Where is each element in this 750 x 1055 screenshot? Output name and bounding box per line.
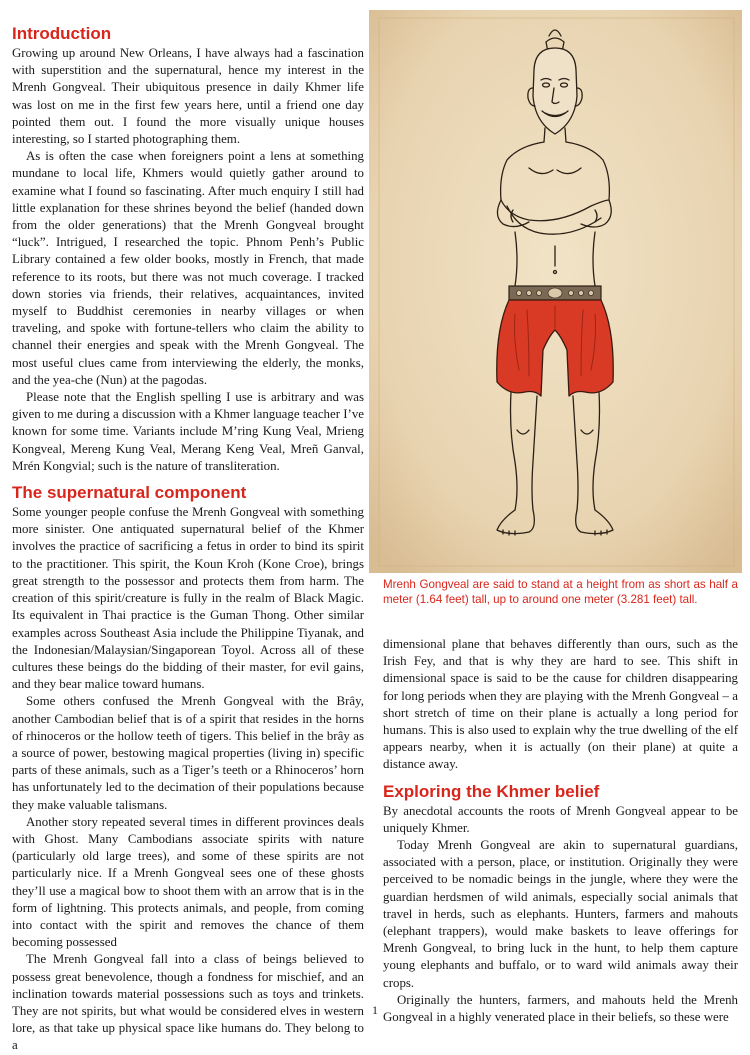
page-number: 1 — [372, 1003, 378, 1017]
supernatural-paragraph-2: Some others confused the Mrenh Gongveal with the Brây, another Cambodian belief that is of a spirit that resides in the horns of rhinoceros or the hollow teeth of tigers. This belief in the brây as a source of power, bestowing magical properties (living in) specific parts of these animals, such as a Tiger’s teeth or a Rhinoceros’ horn has unfortunately led to the decimation of their populations because they make valuable talismans. — [12, 694, 364, 812]
supernatural-paragraph-4: The Mrenh Gongveal fall into a class of beings believed to possess great benevolence, though a fondness for mischief, and an inclination towards material possessions such as toys and trinkets. They are not spirits, but what would be considered elves in western lore, as that take up physical space like humans do. They belong to a — [12, 952, 364, 1053]
exploring-paragraph-1: By anecdotal accounts the roots of Mrenh Gongveal appear to be uniquely Khmer. — [383, 803, 738, 835]
mrenh-gongveal-illustration — [369, 10, 742, 573]
right-column — [383, 636, 738, 1026]
supernatural-heading: The supernatural component — [12, 483, 247, 503]
exploring-heading: Exploring the Khmer belief — [383, 781, 600, 801]
intro-paragraph-1: Growing up around New Orleans, I have always had a fascination with superstition and the supernatural, hence my interest in the Mrenh Gongveal. Their ubiquitous presence in daily Khmer life was lost on me in the first few years here, until a friend one day pointed them out. I found the more visually unique houses interesting, so I started photographing them. — [12, 46, 364, 147]
exploring-paragraph-2: Today Mrenh Gongveal are akin to supernatural guardians, associated with a person, place, or institution. Originally they were perceived to be nomadic beings in the jungle, where they were the guardian herdsmen of wild animals, especially social animals that travel in herds, such as elephants. Hunters, farmers and mahouts (elephant trappers), would make baskets to leave offerings for Mrenh Gongveal, to bring luck in the hunt, to help them capture young elephants and buffalo, or to ward wild animals away their crops. — [383, 838, 738, 990]
exploring-paragraph-3: Originally the hunters, farmers, and mahouts held the Mrenh Gongveal in a highly venerated place in their beliefs, so these were — [383, 992, 738, 1025]
intro-paragraph-3: Please note that the English spelling I use is arbitrary and was given to me during a discussion with a Khmer language teacher I’ve known for some time. Variants include M’ring Kung Veal, Mrieng Kongveal, Mereng Kung Veal, Merang Keng Veal, Mreñ Ganval, Mrén Kongvial; such is the nature of transliteration. — [12, 390, 364, 473]
figure-caption: Mrenh Gongveal are said to stand at a height from as short as half a meter (1.64 feet) tall, up to around one meter (3.281 feet) tall. — [383, 578, 738, 606]
supernatural-paragraph-1: Some younger people confuse the Mrenh Gongveal with something more sinister. One antiquated supernatural belief of the Khmer involves the practice of sacrificing a fetus in order to bind its spirit to the practitioner. This spirit, the Koun Kroh (Kone Croe), brings great strength to the possessor and protects them from harm. The creation of this spirit/creature is fully in the realm of Black Magic. Its equivalent in Thai practice is the Guman Thong. Other similar examples across Southeast Asia include the Philippine Tiyanak, and the Indonesian/Malaysian/Singaporean Toyol. Across all of these cultures these beings do the bidding of their master, for evil gains, and they bear malice toward humans. — [12, 505, 364, 692]
introduction-heading: Introduction — [12, 24, 112, 43]
left-column — [12, 24, 364, 1055]
continued-paragraph: dimensional plane that behaves differently than ours, such as the Irish Fey, and that is why they are hard to see. This shift in dimensional space is said to be the cause for children disappearing for long periods when they are playing with the Mrenh Gongveal – a short stretch of time on their plane is actually a long period for humans. This is also used to explain why the true dwelling of the elf appears nearby, when it is actually (on their plane) at quite a distance away. — [383, 637, 738, 772]
supernatural-paragraph-3: Another story repeated several times in different provinces deals with Ghost. Many Cambodians associate spirits with nature (particularly old large trees), and some of these spirits are not particularly nice. If a Mrenh Gongveal sees one of these ghosts they’ll use a magical bow to shoot them with an arrow that is in the form of lightning. This protects animals, and people, from coming into contact with the spirit and removes the chance of them becoming possessed — [12, 814, 364, 950]
intro-paragraph-2: As is often the case when foreigners point a lens at something mundane to local life, Khmers would quietly gather around to examine what I found so fascinating. After much enquiry I still had little explanation for these shrines beyond the belief (handed down from the older generations) that the Mrenh Gongveal brought “luck”. Intrigued, I researched the topic. Phnom Penh’s Public Library contained a few older books, mostly in French, that made reference to its roots, but there was not much coverage. I tracked down stories via friends, their relatives, acquaintances, invited myself to Buddhist ceremonies in nearby villages or when traveling, and spoke with fortune-tellers who claim the ability to channel their energies and speak with the Mrenh Gongveal. The most useful clues came from interviewing the elderly, the monks, and the yea-che (Nun) at the pagodas. — [12, 149, 364, 387]
